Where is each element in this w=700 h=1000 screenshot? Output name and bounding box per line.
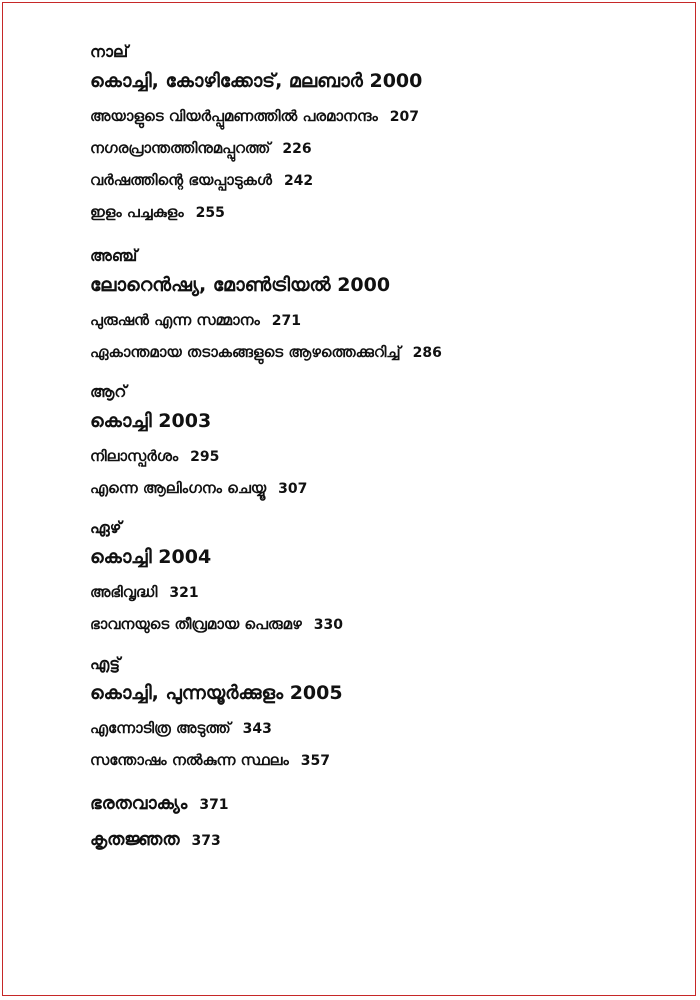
entry-page-number: 371 [199, 797, 229, 813]
part-label: അഞ്ച് [90, 246, 138, 265]
entry-page-number: 242 [283, 173, 314, 189]
entry-title: വർഷത്തിന്റെ ഭയപ്പാടുകൾ [90, 171, 272, 189]
toc-entry[interactable] [90, 576, 670, 608]
entry-title: ഭാവനയുടെ തീവ്രമായ പെരുമഴ [90, 615, 302, 633]
table-of-contents [90, 40, 670, 858]
toc-entry-epilogue[interactable] [90, 786, 670, 822]
entry-page-number: 295 [190, 449, 220, 465]
section-part-eight [90, 652, 670, 776]
section-heading: കൊച്ചി, പുന്നയൂർക്കുളം 2005 [90, 682, 343, 704]
section-heading: കൊച്ചി 2003 [90, 410, 212, 432]
entry-page-number: 226 [282, 141, 312, 157]
part-label: ഏഴ് [90, 518, 122, 537]
entry-title: സന്തോഷം നൽകുന്ന സ്ഥലം [90, 751, 289, 769]
toc-entry[interactable] [90, 440, 670, 472]
toc-entry[interactable] [90, 304, 670, 336]
entry-title: അയാളുടെ വിയർപ്പുമണത്തിൽ പരമാനന്ദം [90, 107, 378, 125]
entry-title: ഇളം പച്ചകുളം [90, 203, 184, 221]
entry-page-number: 271 [271, 313, 302, 329]
entry-title: എന്നെ ആലിംഗനം ചെയ്യൂ [90, 479, 267, 497]
entry-page-number: 307 [278, 481, 308, 497]
entry-title: ഭരതവാക്യം [90, 793, 188, 814]
entry-title: ഏകാന്തമായ തടാകങ്ങളുടെ ആഴത്തെക്കുറിച്ച് [90, 343, 401, 361]
toc-entry[interactable] [90, 472, 670, 504]
toc-entry[interactable] [90, 712, 670, 744]
toc-entry[interactable] [90, 196, 670, 228]
section-heading: കൊച്ചി, കോഴിക്കോട്, മലബാർ 2000 [90, 70, 423, 92]
entry-title: എന്നോടിത്ര അടുത്ത് [90, 719, 231, 737]
entry-page-number: 330 [313, 617, 343, 633]
part-label: എട്ട് [90, 654, 121, 673]
toc-entry[interactable] [90, 744, 670, 776]
entry-page-number: 357 [300, 753, 330, 769]
entry-page-number: 207 [389, 109, 419, 125]
entry-title: നിലാസ്പർശം [90, 447, 179, 465]
entry-title: നഗരപ്രാന്തത്തിനുമപ്പുറത്ത് [90, 139, 271, 157]
toc-entry[interactable] [90, 132, 670, 164]
entry-page-number: 321 [169, 585, 199, 601]
entry-title: അഭിവൃദ്ധി [90, 583, 158, 601]
toc-entry-acknowledgements[interactable] [90, 822, 670, 858]
section-heading: കൊച്ചി 2004 [90, 546, 212, 568]
entry-title: പുരുഷൻ എന്ന സമ്മാനം [90, 311, 260, 329]
entry-page-number: 255 [195, 205, 225, 221]
entry-page-number: 343 [242, 721, 272, 737]
section-part-five [90, 244, 670, 368]
toc-entry[interactable] [90, 164, 670, 196]
section-part-four [90, 40, 670, 228]
part-label: ആറ് [90, 382, 127, 401]
toc-entry[interactable] [90, 608, 670, 640]
section-heading: ലോറെൻഷ്യ, മോൺട്രിയൽ 2000 [90, 274, 391, 296]
toc-entry[interactable] [90, 100, 670, 132]
closing-section [90, 786, 670, 858]
entry-page-number: 286 [412, 345, 442, 361]
part-label: നാല് [90, 42, 129, 61]
entry-page-number: 373 [191, 833, 221, 849]
entry-title: കൃതജ്ഞത [90, 829, 180, 850]
section-part-six [90, 380, 670, 504]
toc-entry[interactable] [90, 336, 670, 368]
section-part-seven [90, 516, 670, 640]
